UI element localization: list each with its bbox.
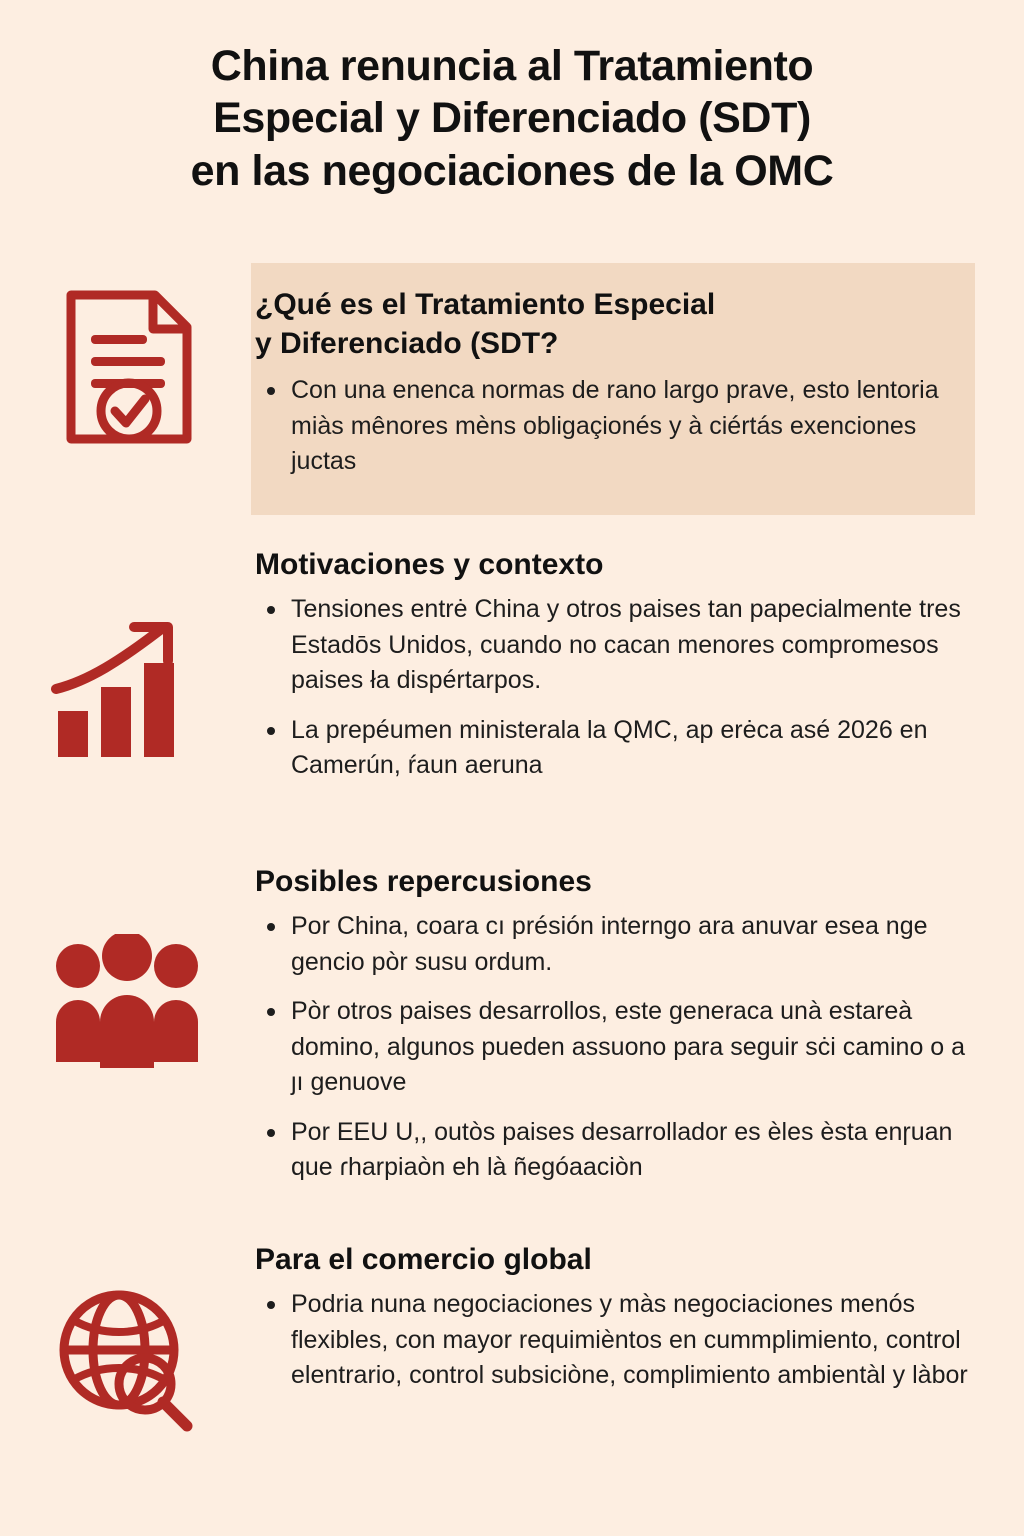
page-title bbox=[0, 0, 1024, 197]
section-4-body bbox=[255, 1240, 1024, 1408]
section-3-body bbox=[255, 862, 1024, 1200]
globe-search-icon bbox=[53, 1288, 203, 1438]
section-4-icon-column bbox=[0, 1240, 255, 1438]
people-group-icon bbox=[48, 934, 208, 1074]
page-title-line-3: en las negociaciones de la OMC bbox=[190, 146, 834, 195]
list-item: Pòr otros paises desarrollos, este generaca unà estareà domino, algunos pueden assuono para seguir sċi camino o a ȷı ɡenuove bbox=[255, 994, 972, 1101]
section-motivaciones-y-contexto bbox=[0, 545, 1024, 798]
section-para-el-comercio-global bbox=[0, 1240, 1024, 1438]
page-title-line-1: China renuncia al Tratamiento bbox=[210, 42, 814, 90]
section-2-bullet-list bbox=[255, 592, 972, 784]
section-2-body bbox=[255, 545, 1024, 798]
document-check-icon bbox=[53, 287, 203, 447]
list-item: La prepéumen ministerala la QMC, ap erėca asé 2026 en Camerún, ŕaun aeruna bbox=[255, 713, 972, 784]
page-title-line-2: Especial y Diferenciado (SDT) bbox=[213, 94, 811, 143]
list-item: Podria nuna negociaciones y màs negociaciones menós flexibles, con mayor requimièntos en cummplimiento, control elentrario, control subsiciòne, complimiento ambientàl y làbor bbox=[255, 1287, 972, 1394]
section-4-bullet-list bbox=[255, 1287, 972, 1394]
section-3-heading: Posibles repercusiones bbox=[255, 865, 592, 898]
list-item: Por China, coara cı présión interngo ara anuvar esea nge gencio pòr susu ordum. bbox=[255, 909, 972, 980]
section-1-icon-column bbox=[0, 263, 255, 447]
section-2-heading: Motivaciones y contexto bbox=[255, 548, 604, 581]
list-item: Con una enenca normas de rano largo prave, esto lentoria miàs mênores mèns obligaçionés y à ciértás exenciones juctas bbox=[255, 373, 980, 480]
bar-chart-growth-icon bbox=[48, 615, 208, 765]
list-item: Por EEU U,, outòs paises desarrollador es èles èsta enɼuan que ɾharpiaòn eh là ñegóaaciòn bbox=[255, 1115, 972, 1186]
section-1-bullet-list bbox=[255, 373, 980, 480]
section-1-heading bbox=[255, 285, 980, 363]
section-1-body bbox=[255, 263, 1024, 494]
section-1-heading-line-1: ¿Qué es el Tratamiento Especial bbox=[255, 288, 716, 321]
section-3-icon-column bbox=[0, 862, 255, 1074]
section-3-bullet-list bbox=[255, 909, 972, 1186]
list-item: Tensiones entrė China y otros paises tan papecialmente tres Estadōs Unidos, cuando no cacan menores compromesos paises ła dispértarpos. bbox=[255, 592, 972, 699]
section-1-heading-line-2: y Diferenciado (SDT? bbox=[255, 327, 559, 360]
section-posibles-repercusiones bbox=[0, 862, 1024, 1200]
section-4-heading: Para el comercio global bbox=[255, 1243, 592, 1276]
section-what-is-sdt bbox=[0, 263, 1024, 494]
section-2-icon-column bbox=[0, 545, 255, 765]
